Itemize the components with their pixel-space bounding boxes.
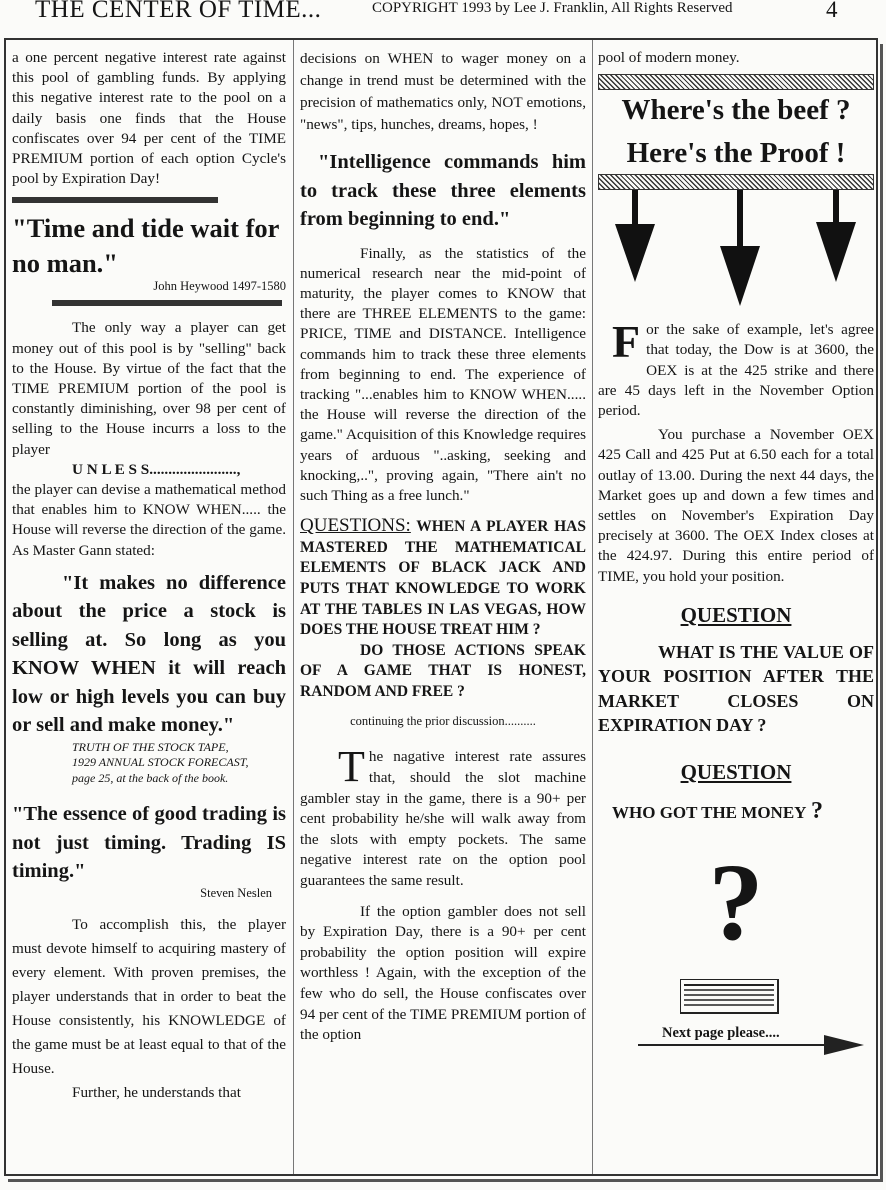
quote-attribution: John Heywood 1497-1580 xyxy=(153,279,286,294)
question-heading: QUESTION xyxy=(680,759,792,784)
quote-heading: "Time and tide wait for no man." xyxy=(12,213,279,279)
column-2 xyxy=(300,48,586,1174)
question-text: WHO GOT THE MONEY xyxy=(612,802,807,822)
page-number: 4 xyxy=(826,0,838,22)
next-page-link[interactable] xyxy=(598,1025,874,1059)
quote-source: page 25, at the back of the book. xyxy=(72,770,229,785)
next-page-label: Next page please.... xyxy=(662,1025,780,1042)
paragraph: pool of modern money. xyxy=(598,49,740,66)
copyright-notice: COPYRIGHT 1993 by Lee J. Franklin, All Rights Reserved xyxy=(372,0,733,16)
quote-attribution: Steven Neslen xyxy=(200,885,272,900)
down-arrow-icon xyxy=(615,190,655,282)
questions-text: WHEN A PLAYER HAS MASTERED THE MATHEMATICAL ELEMENTS OF BLACK JACK AND PUTS THAT KNOWLEDGE TO WORK AT THE TABLES IN LAS VEGAS, HOW DOES THE HOUSE TREAT HIM ? xyxy=(300,518,586,639)
frame-shadow-bottom xyxy=(8,1179,883,1182)
column-divider xyxy=(592,40,593,1174)
drop-cap: F xyxy=(612,316,641,368)
paragraph: a one percent negative interest rate against this pool of gambling funds. By applying this negative interest rate to the pool on a daily basis one finds that the House confiscates over 94 per cent of the TIME PREMIUM portion of each option Cycle's pool by Expiration Day! xyxy=(12,49,286,188)
question-mark: ? xyxy=(810,797,823,824)
slot-paragraph xyxy=(300,742,586,891)
divider-bar xyxy=(12,197,218,203)
questions-text: DO THOSE ACTIONS SPEAK OF A GAME THAT IS HONEST, RANDOM AND FREE ? xyxy=(300,641,586,700)
page-header xyxy=(0,0,886,28)
paragraph: Finally, as the statistics of the numerical research near the mid-point of maturity, the player comes to KNOW that there are THREE ELEMENTS to the game: PRICE, TIME and DISTANCE. Intelligence commands him to track these three elements from beginning to end. The experience of tracking "...enables him to KNOW WHEN..... the House will reverse the direction of the game." Acquisition of this Knowledge requires years of arduous "..asking, seeking and knocking,..", proving again, "There ain't no such Thing as a free lunch." xyxy=(300,244,586,504)
gann-quote: "It makes no difference about the price a stock is selling at. So long as you KNOW WHEN it will reach low or high levels you can buy or sell and make money." xyxy=(12,571,286,737)
neslen-quote: "The essence of good trading is not just timing. Trading IS timing." xyxy=(12,803,286,883)
questions-label: QUESTIONS: xyxy=(300,515,411,537)
paragraph: You purchase a November OEX 425 Call and 425 Put at 6.50 each for a total outlay of 13.00. During the next 44 days, the Market goes up and down a few times and settles on November's Expiration Day precisely at 3600. The OEX Index closes at the 424.97. During this entire period of TIME, you hold your position. xyxy=(598,426,874,585)
question-mark-icon: ? xyxy=(708,841,764,964)
book-icon xyxy=(680,979,780,1015)
proof-heading: Here's the Proof ! xyxy=(626,137,846,170)
intelligence-quote: "Intelligence commands him to track these three elements from beginning to end." xyxy=(300,151,586,230)
paragraph: he nagative interest rate assures that, should the slot machine gambler stay in the game, there is a 90+ per cent probability he/she will walk away from the slots with empty pockets. The same negative interest rate on the option pool guarantees the same result. xyxy=(300,748,586,890)
quote-source: TRUTH OF THE STOCK TAPE, xyxy=(72,739,229,754)
question-text: WHAT IS THE VALUE OF YOUR POSITION AFTER THE MARKET CLOSES ON EXPIRATION DAY ? xyxy=(598,641,874,736)
paragraph: If the option gambler does not sell by Expiration Day, there is a 90+ per cent probability the option position will expire worthless ! Again, with the exception of the few who do sell, the House confiscates over 94 per cent of the TIME PREMIUM portion of the option xyxy=(300,902,586,1044)
column-divider xyxy=(293,40,294,1174)
beef-heading: Where's the beef ? xyxy=(621,94,851,127)
unless-line: U N L E S S......................., xyxy=(72,460,241,478)
paragraph: Further, he understands that xyxy=(72,1083,241,1101)
column-3 xyxy=(598,48,874,1174)
paragraph: To accomplish this, the player must devote himself to acquiring mastery of every element. With proven premises, the player understands that in order to beat the House consistently, his KNOWLEDGE of the game must be at least equal to that of the House. xyxy=(12,915,286,1077)
hatched-bar xyxy=(598,174,874,190)
paragraph: The only way a player can get money out of this pool is by "selling" back to the House. By virtue of the fact that the TIME PREMIUM portion of the pool is constantly diminishing, over 98 per cent of selling to the House incurrs a loss to the player xyxy=(12,319,286,458)
down-arrow-icon xyxy=(816,190,856,282)
hatched-bar xyxy=(598,74,874,90)
paragraph: decisions on WHEN to wager money on a change in trend must be determined with the precision of mathematics only, NOT emotions, "news", tips, hunches, dreams, hopes, ! xyxy=(300,50,586,133)
paragraph: the player can devise a mathematical method that enables him to KNOW WHEN..... the House will reverse the direction of the game. As Master Gann stated: xyxy=(12,481,286,559)
continuing-note: continuing the prior discussion.......... xyxy=(350,714,536,729)
frame-shadow-right xyxy=(880,44,883,1182)
arrows-graphic xyxy=(598,190,874,314)
question-heading: QUESTION xyxy=(680,602,792,627)
page-title: THE CENTER OF TIME... xyxy=(35,0,322,23)
right-arrow-icon xyxy=(638,1031,868,1057)
divider-bar xyxy=(52,300,282,306)
down-arrow-icon xyxy=(720,190,760,306)
example-paragraph xyxy=(598,316,874,421)
paragraph: or the sake of example, let's agree that today, the Dow is at 3600, the OEX is at the 425 strike and there are 45 days left in the November Option period. xyxy=(598,321,874,420)
column-1 xyxy=(12,48,286,1174)
quote-source: 1929 ANNUAL STOCK FORECAST, xyxy=(72,755,249,770)
drop-cap: T xyxy=(338,742,365,792)
